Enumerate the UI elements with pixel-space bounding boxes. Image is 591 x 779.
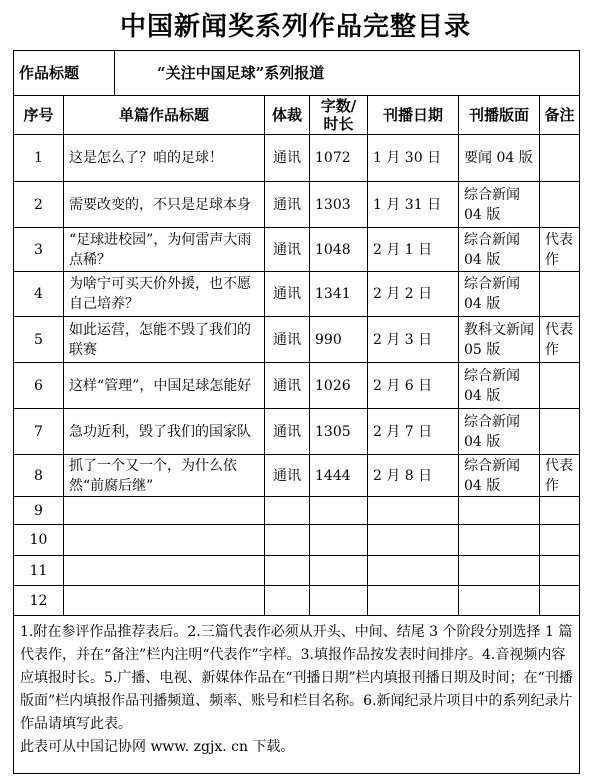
table-row <box>14 525 579 556</box>
header-title: 单篇作品标题 <box>64 96 265 134</box>
row-seq: 10 <box>14 525 64 555</box>
row-genre: 通讯 <box>265 272 310 316</box>
row-count <box>310 556 368 585</box>
row-seq: 11 <box>14 556 64 585</box>
header-count <box>310 96 368 134</box>
row-date: 2 月 7 日 <box>368 409 459 454</box>
row-note <box>540 586 579 615</box>
row-page <box>459 586 540 615</box>
row-count <box>310 497 368 524</box>
header-genre: 体裁 <box>265 96 310 134</box>
row-page: 综合新闻 04 版 <box>459 363 540 408</box>
download-note: 此表可从中国记协网 www. zgjx. cn 下载。 <box>20 739 295 755</box>
header-note: 备注 <box>544 106 575 124</box>
table-row <box>14 228 579 272</box>
table-row <box>14 455 579 497</box>
row-seq: 3 <box>14 228 64 271</box>
work-title-value: “关注中国足球”系列报道 <box>157 64 325 82</box>
row-date <box>368 556 459 585</box>
page-title: 中国新闻奖系列作品完整目录 <box>119 12 471 42</box>
row-genre <box>265 525 310 555</box>
row-title: 需要改变的，不只是足球本身 <box>64 182 265 227</box>
row-date: 2 月 1 日 <box>368 228 459 271</box>
row-title: 如此运营，怎能不毁了我们的联赛 <box>64 317 265 362</box>
table-row <box>14 135 579 182</box>
row-genre <box>265 497 310 524</box>
row-count: 1303 <box>310 182 368 227</box>
row-date <box>368 586 459 615</box>
row-note: 代表作 <box>545 321 573 358</box>
row-page: 综合新闻 04 版 <box>459 455 540 496</box>
table-row <box>14 497 579 525</box>
row-count <box>310 525 368 555</box>
row-page: 综合新闻 04 版 <box>459 228 540 271</box>
row-seq: 2 <box>14 182 64 227</box>
header-page: 刊播版面 <box>459 96 540 134</box>
row-seq: 7 <box>14 409 64 454</box>
row-date <box>368 525 459 555</box>
catalog-table <box>13 50 580 774</box>
row-count: 990 <box>310 317 368 362</box>
row-genre: 通讯 <box>265 455 310 496</box>
row-genre: 通讯 <box>265 228 310 271</box>
row-title: 这样“管理”，中国足球怎能好 <box>64 363 265 408</box>
header-row <box>14 96 579 135</box>
row-note <box>540 182 579 227</box>
row-title: 急功近利，毁了我们的国家队 <box>64 409 265 454</box>
header-count-line2: 时长 <box>323 115 354 133</box>
notes-text: 1.附在参评作品推荐表后。2.三篇代表作必须从开头、中间、结尾 3 个阶段分别选择 1 篇代表作，并在“备注”栏内注明“代表作”字样。3.填报作品按发表时间排序。4.音视频内容应填报时长。5.广播、电视、新媒体作品在“刊播日期”栏内填报刊播日期及时间；在“刊播版面”栏内填报作品刊播频道、频率、账号和栏目名称。6.新闻纪录片项目中的系列纪录片作品请填写此表。 <box>20 624 573 732</box>
table-row <box>14 409 579 455</box>
row-note: 代表作 <box>545 457 573 494</box>
row-count: 1305 <box>310 409 368 454</box>
row-date: 2 月 3 日 <box>368 317 459 362</box>
table-row <box>14 556 579 586</box>
row-genre <box>265 556 310 585</box>
row-title: 抓了一个又一个，为什么依然“前腐后继” <box>64 455 265 496</box>
row-count <box>310 586 368 615</box>
row-title: 为啥宁可买天价外援，也不愿自己培养？ <box>64 272 265 316</box>
row-date: 2 月 2 日 <box>368 272 459 316</box>
row-count: 1341 <box>310 272 368 316</box>
row-genre: 通讯 <box>265 363 310 408</box>
row-date: 1 月 31 日 <box>368 182 459 227</box>
row-title <box>64 525 265 555</box>
row-seq: 12 <box>14 586 64 615</box>
row-date: 1 月 30 日 <box>368 135 459 181</box>
row-date: 2 月 8 日 <box>368 455 459 496</box>
row-title <box>64 586 265 615</box>
row-count: 1048 <box>310 228 368 271</box>
row-count: 1026 <box>310 363 368 408</box>
row-seq: 4 <box>14 272 64 316</box>
row-title: “足球进校园”，为何雷声大雨点稀？ <box>64 228 265 271</box>
row-date: 2 月 6 日 <box>368 363 459 408</box>
row-note <box>540 556 579 585</box>
row-genre: 通讯 <box>265 317 310 362</box>
row-note: 代表作 <box>545 231 573 268</box>
notes-section <box>14 616 579 774</box>
row-genre: 通讯 <box>265 182 310 227</box>
row-count: 1072 <box>310 135 368 181</box>
row-page: 教科文新闻 05 版 <box>459 317 540 362</box>
header-date: 刊播日期 <box>368 96 459 134</box>
table-row <box>14 182 579 228</box>
header-count-line1: 字数/ <box>320 97 357 115</box>
row-note <box>540 525 579 555</box>
row-seq: 6 <box>14 363 64 408</box>
row-count: 1444 <box>310 455 368 496</box>
row-note <box>540 497 579 524</box>
row-note <box>540 363 579 408</box>
row-genre: 通讯 <box>265 135 310 181</box>
row-page: 要闻 04 版 <box>459 135 540 181</box>
row-page <box>459 525 540 555</box>
row-genre: 通讯 <box>265 409 310 454</box>
header-seq: 序号 <box>14 96 64 134</box>
table-row <box>14 586 579 616</box>
row-note <box>540 409 579 454</box>
row-page: 综合新闻 04 版 <box>459 272 540 316</box>
row-page: 综合新闻 04 版 <box>459 409 540 454</box>
row-note <box>540 135 579 181</box>
row-seq: 1 <box>14 135 64 181</box>
row-seq: 8 <box>14 455 64 496</box>
row-seq: 9 <box>14 497 64 524</box>
work-title-label: 作品标题 <box>14 51 115 95</box>
row-note <box>540 272 579 316</box>
row-date <box>368 497 459 524</box>
row-genre <box>265 586 310 615</box>
row-seq: 5 <box>14 317 64 362</box>
row-title <box>64 497 265 524</box>
table-row <box>14 272 579 317</box>
row-page <box>459 556 540 585</box>
table-row <box>14 317 579 363</box>
row-title: 这是怎么了？咱的足球！ <box>64 135 265 181</box>
row-page <box>459 497 540 524</box>
work-title-row <box>14 51 579 96</box>
row-title <box>64 556 265 585</box>
table-row <box>14 363 579 409</box>
row-page: 综合新闻 04 版 <box>459 182 540 227</box>
